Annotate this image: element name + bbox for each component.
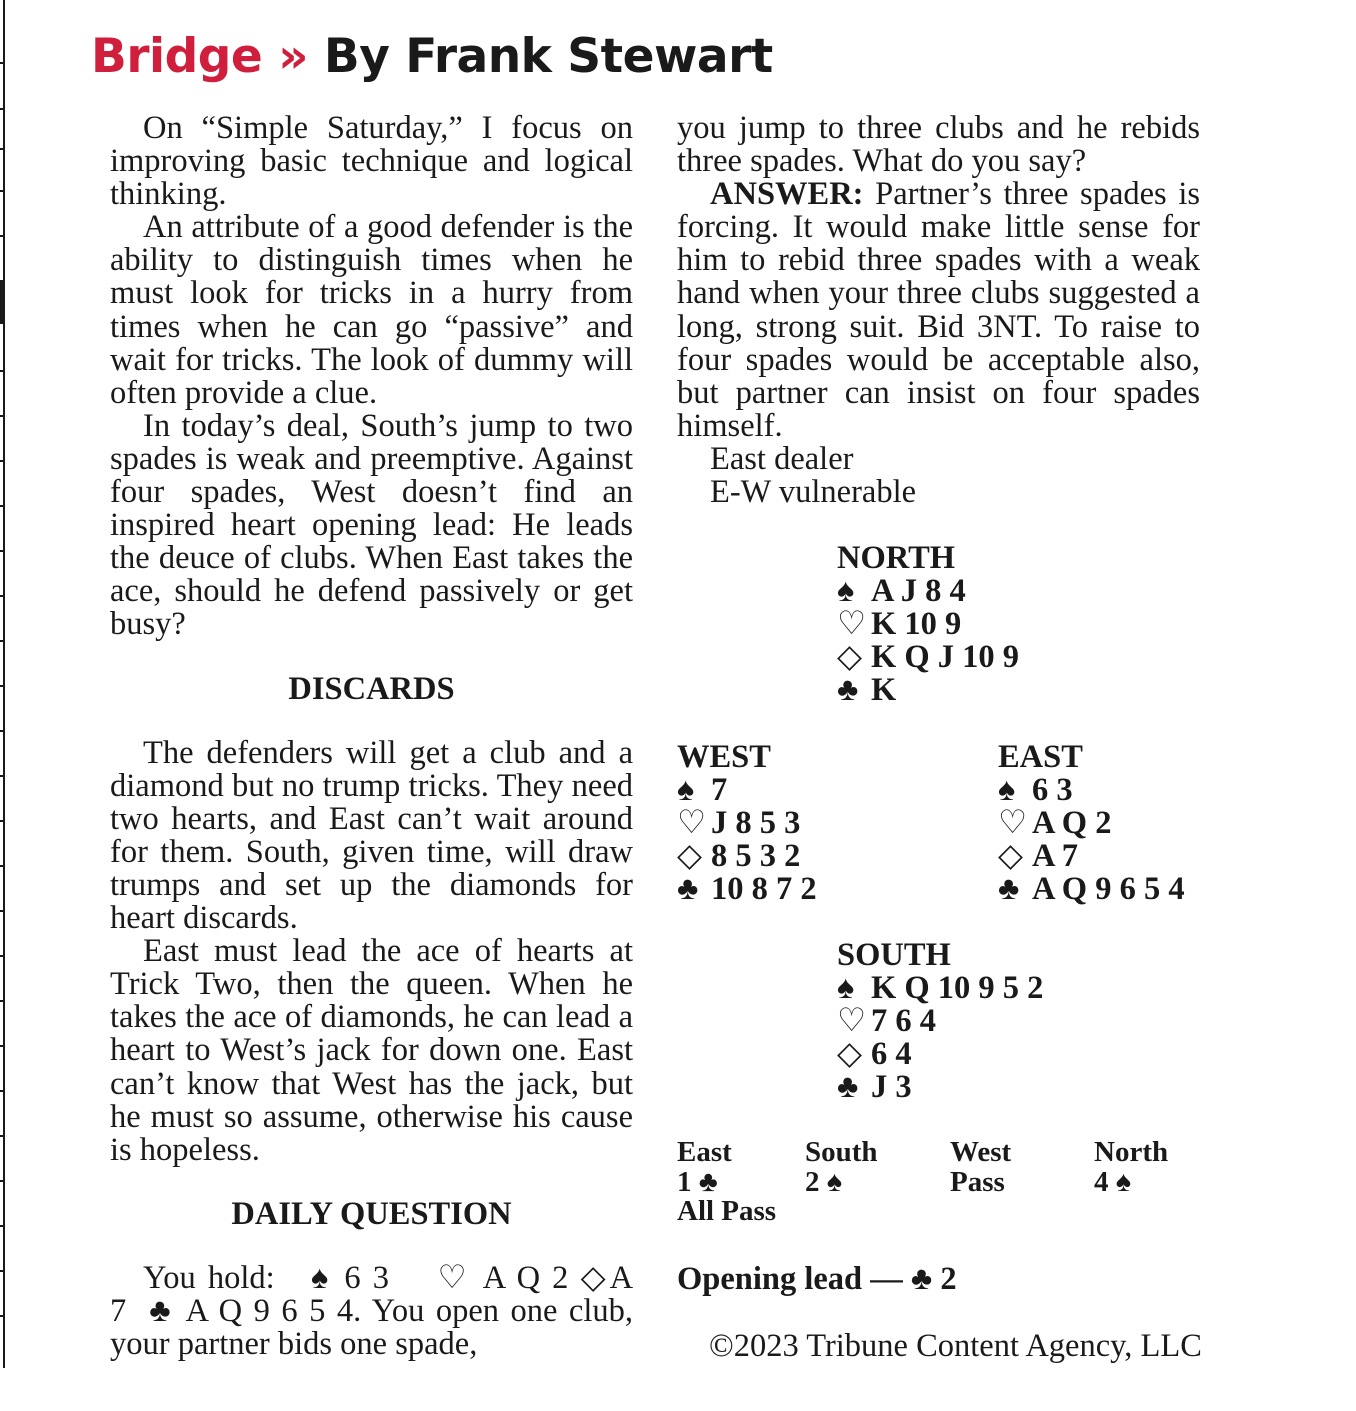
hand-west (677, 741, 817, 906)
held-hearts: A Q 2 (482, 1259, 569, 1296)
question-rest: . You open one club, your partner bids one spade, (110, 1293, 634, 1363)
paragraph-defenders: The defenders will get a club and a diamond but no trump tricks. They need two hearts, and East can’t wait around for them. South, given time, will draw trumps and set up the diamonds for heart discards. (110, 734, 633, 937)
opening-lead: Opening lead — ♣ 2 (677, 1261, 957, 1297)
crop-tick (0, 460, 5, 462)
suit-row-diamonds (837, 641, 1019, 674)
club-icon: ♣ (149, 1293, 174, 1329)
spade-icon: ♠ (677, 772, 695, 809)
crop-tick (0, 505, 5, 507)
suit-row-hearts (837, 608, 1019, 641)
hand-east (998, 741, 1185, 906)
diamond-icon: ◇ (677, 838, 702, 875)
copyright-line: ©2023 Tribune Content Agency, LLC (709, 1328, 1202, 1364)
held-spades: 6 3 (344, 1259, 390, 1296)
club-icon: ♣ (998, 871, 1020, 908)
suit-row-hearts (998, 807, 1185, 840)
spade-icon: ♠ (998, 772, 1016, 809)
cards-hearts: 7 6 4 (871, 1003, 936, 1040)
hand-label: SOUTH (837, 937, 951, 973)
hand-label: WEST (677, 739, 771, 775)
diamond-icon: ◇ (837, 639, 862, 676)
suit-row-spades (837, 972, 1043, 1005)
dealer-line: East dealer (710, 440, 854, 477)
cards-clubs: J 3 (871, 1069, 912, 1106)
hand-south (837, 939, 1043, 1104)
crop-tick (0, 1000, 5, 1002)
vulnerability-line: E-W vulnerable (710, 474, 917, 511)
answer-label: ANSWER: (710, 176, 864, 213)
suit-row-clubs (837, 1071, 1043, 1104)
cards-spades: 7 (711, 772, 728, 809)
club-icon: ♣ (837, 1069, 859, 1106)
hand-label: EAST (998, 739, 1083, 775)
cards-spades: 6 3 (1032, 772, 1073, 809)
crop-tick (0, 1270, 5, 1272)
crop-tick (0, 685, 5, 687)
page-crop-rule (3, 0, 5, 1368)
heart-icon: ♡ (837, 1003, 867, 1040)
auction-header-east: East (677, 1136, 732, 1168)
heading-discards: DISCARDS (288, 670, 455, 707)
spade-icon: ♠ (837, 970, 855, 1007)
suit-row-hearts (677, 807, 817, 840)
suit-row-spades (677, 774, 817, 807)
paragraph-todays-deal: In today’s deal, South’s jump to two spades is weak and preemptive. Against four spades, West doesn’t find an inspired heart opening lead: He leads the deuce of clubs. When East takes the ace, should he defend passively or get busy? (110, 407, 633, 643)
auction-bid: 1 ♣ (677, 1165, 718, 1198)
cards-clubs: A Q 9 6 5 4 (1032, 871, 1185, 908)
diamond-icon: ◇ (837, 1036, 862, 1073)
you-hold-label: You hold: (143, 1259, 275, 1296)
cards-clubs: 10 8 7 2 (711, 871, 817, 908)
suit-row-diamonds (677, 840, 817, 873)
left-column (110, 112, 633, 1361)
crop-tick (0, 640, 5, 642)
crop-tick (0, 730, 5, 732)
auction-final: All Pass (677, 1195, 777, 1227)
auction-header-north: North (1094, 1136, 1169, 1168)
answer-text: Partner’s three spades is forcing. It would make little sense for him to rebid three spades with a weak hand when your three clubs suggested a long, strong suit. Bid 3NT. To raise to four spades would be acceptable also, but partner can insist on four spades himself. (677, 176, 1200, 444)
heart-icon: ♡ (437, 1259, 471, 1296)
title-bridge: Bridge » (91, 29, 309, 84)
heart-icon: ♡ (677, 805, 707, 842)
auction-bid: 4 ♠ (1094, 1165, 1132, 1198)
cards-spades: K Q 10 9 5 2 (871, 970, 1044, 1007)
held-clubs: A Q 9 6 5 4 (185, 1293, 354, 1329)
crop-tick (0, 190, 5, 192)
crop-tick (0, 148, 5, 150)
title-byline: By Frank Stewart (323, 29, 773, 84)
club-icon: ♣ (837, 672, 859, 709)
diamond-icon: ◇ (580, 1259, 610, 1296)
cards-hearts: J 8 5 3 (711, 805, 801, 842)
auction-header-west: West (950, 1136, 1012, 1168)
hand-north (837, 542, 1019, 707)
cards-diamonds: A 7 (1032, 838, 1079, 875)
crop-tick (0, 235, 5, 237)
suit-row-spades (837, 575, 1019, 608)
held-diamonds: A 7 (110, 1259, 634, 1329)
crop-tick (0, 865, 5, 867)
crop-tick (0, 955, 5, 957)
spade-icon: ♠ (311, 1259, 333, 1296)
crop-tick (0, 1135, 5, 1137)
crop-tick (0, 1090, 5, 1092)
cards-diamonds: 8 5 3 2 (711, 838, 801, 875)
club-icon: ♣ (677, 871, 699, 908)
auction-header-south: South (805, 1136, 878, 1168)
column-title (91, 24, 773, 90)
auction-bid: 2 ♠ (805, 1165, 843, 1198)
crop-tick (0, 1045, 5, 1047)
suit-row-diamonds (998, 840, 1185, 873)
suit-row-clubs (998, 873, 1185, 906)
paragraph-attribute: An attribute of a good defender is the ability to distinguish times when he must look for tricks in a hurry from times when he can go “passive” and wait for tricks. The look of dummy will often provide a clue. (110, 209, 633, 411)
cards-hearts: K 10 9 (871, 606, 962, 643)
cards-clubs: K (871, 672, 897, 709)
crop-tick (0, 910, 5, 912)
auction-bid: Pass (950, 1165, 1005, 1198)
paragraph-answer (677, 178, 1200, 443)
hand-label: NORTH (837, 540, 956, 576)
cards-diamonds: K Q J 10 9 (871, 639, 1020, 676)
paragraph-intro: On “Simple Saturday,” I focus on improving basic technique and logical thinking. (110, 110, 633, 213)
crop-tick (0, 820, 5, 822)
crop-tick (0, 370, 5, 372)
crop-tick (0, 415, 5, 417)
cards-diamonds: 6 4 (871, 1036, 912, 1073)
crop-tick (0, 550, 5, 552)
crop-tick (0, 62, 5, 64)
heart-icon: ♡ (837, 606, 867, 643)
right-column (677, 112, 1200, 509)
heart-icon: ♡ (998, 805, 1028, 842)
crop-tick (0, 1225, 5, 1227)
cards-spades: A J 8 4 (871, 573, 966, 610)
spade-icon: ♠ (837, 573, 855, 610)
cards-hearts: A Q 2 (1032, 805, 1112, 842)
diamond-icon: ◇ (998, 838, 1023, 875)
paragraph-question-cont: you jump to three clubs and he rebids three spades. What do you say? (677, 110, 1200, 180)
crop-tick (0, 1180, 5, 1182)
crop-tick (0, 108, 5, 110)
crop-tick (0, 595, 5, 597)
suit-row-spades (998, 774, 1185, 807)
paragraph-east-must-lead: East must lead the ace of hearts at Trick Two, then the queen. When he takes the ace of diamonds, he can lead a heart to West’s jack for down one. East can’t know that West has the jack, but he must so assume, otherwise his cause is hopeless. (110, 933, 633, 1168)
crop-tick (0, 280, 4, 324)
heading-daily-question: DAILY QUESTION (231, 1195, 512, 1232)
paragraph-you-hold (110, 1259, 634, 1363)
crop-tick (0, 1315, 5, 1317)
crop-tick (0, 775, 5, 777)
suit-row-hearts (837, 1005, 1043, 1038)
suit-row-clubs (837, 674, 1019, 707)
suit-row-clubs (677, 873, 817, 906)
suit-row-diamonds (837, 1038, 1043, 1071)
